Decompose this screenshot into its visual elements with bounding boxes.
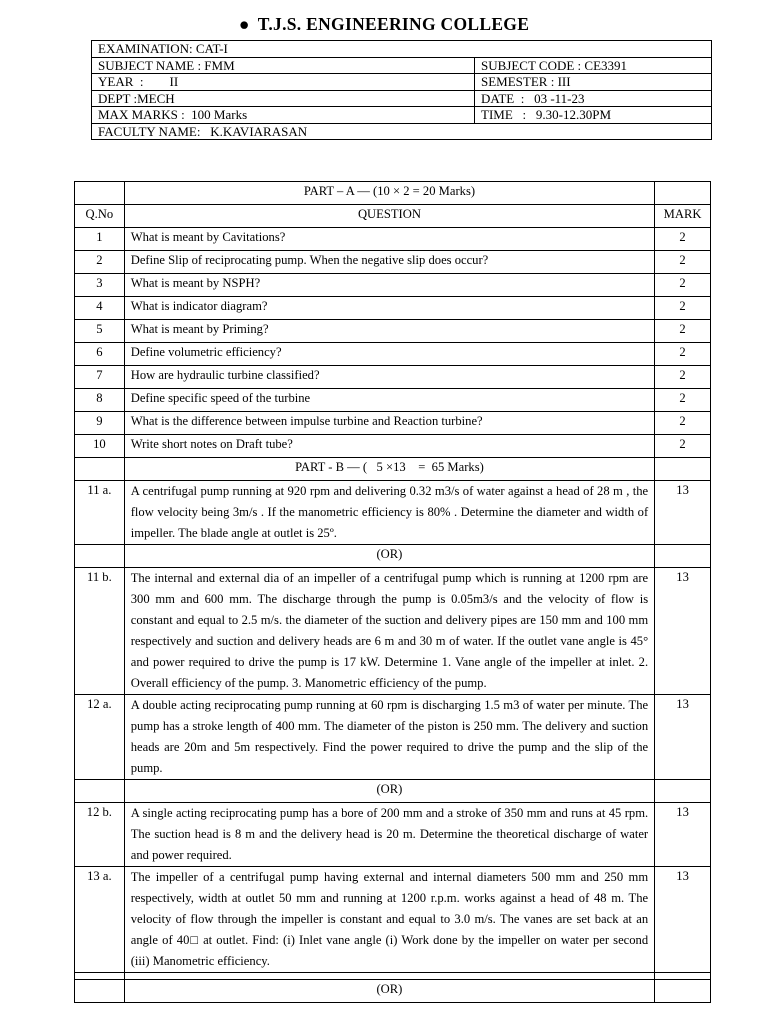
question-row	[75, 867, 711, 973]
question-text: A double acting reciprocating pump running at 60 rpm is discharging 1.5 m3 of water per minute. The pump has a stroke length of 400 mm. The diameter of the piston is 250 mm. The delivery and suction heads are 20m and 5m respectively. Find the power required to drive the pump and the slip of the pump.	[124, 695, 654, 780]
question-row	[75, 435, 711, 458]
part-a-body	[75, 228, 711, 458]
part-a-title: PART – A — (10 × 2 = 20 Marks)	[124, 182, 654, 205]
question-mark: 2	[655, 389, 711, 412]
question-mark: 2	[655, 251, 711, 274]
info-row	[92, 123, 712, 140]
col-header-qno: Q.No	[75, 205, 125, 228]
college-title	[0, 14, 768, 35]
header-row	[75, 205, 711, 228]
spacer-row	[75, 973, 711, 980]
question-number: 13 a.	[75, 867, 125, 973]
subject-code: SUBJECT CODE : CE3391	[475, 57, 712, 74]
max-marks: MAX MARKS : 100 Marks	[92, 107, 475, 124]
info-row	[92, 74, 712, 91]
question-row	[75, 412, 711, 435]
part-a-title-row	[75, 182, 711, 205]
question-text: A single acting reciprocating pump has a bore of 200 mm and a stroke of 350 mm and runs at 45 rpm. The suction head is 8 m and the delivery head is 20 m. Determine the theoretical discharge of water and power required.	[124, 803, 654, 867]
question-table	[74, 181, 711, 1003]
question-mark: 2	[655, 343, 711, 366]
question-number: 2	[75, 251, 125, 274]
question-row	[75, 481, 711, 545]
question-text: Define volumetric efficiency?	[124, 343, 654, 366]
question-mark: 2	[655, 412, 711, 435]
question-number: 4	[75, 297, 125, 320]
question-mark: 2	[655, 228, 711, 251]
question-number: 8	[75, 389, 125, 412]
empty-cell	[655, 458, 711, 481]
question-text: What is indicator diagram?	[124, 297, 654, 320]
exam-time: TIME : 9.30-12.30PM	[475, 107, 712, 124]
college-name: T.J.S. ENGINEERING COLLEGE	[257, 14, 530, 34]
question-text: Define specific speed of the turbine	[124, 389, 654, 412]
info-row	[92, 107, 712, 124]
col-header-question: QUESTION	[124, 205, 654, 228]
question-mark: 13	[655, 568, 711, 695]
info-row	[92, 41, 712, 58]
question-number: 5	[75, 320, 125, 343]
question-number: 7	[75, 366, 125, 389]
question-mark: 13	[655, 481, 711, 545]
question-text: Define Slip of reciprocating pump. When the negative slip does occur?	[124, 251, 654, 274]
empty-cell	[75, 973, 125, 980]
question-number: 12 b.	[75, 803, 125, 867]
question-text: The impeller of a centrifugal pump having external and internal diameters 500 mm and 250 mm respectively, width at outlet 50 mm and running at 1200 r.p.m. works against a head of 48 m. The velocity of flow through the impeller is constant and equal to 3.0 m/s. The vanes are set back at an angle of 40□ at outlet. Find: (i) Inlet vane angle (i) Work done by the impeller on water per second (iii) Manometric efficiency.	[124, 867, 654, 973]
part-b-title: PART - B — ( 5 ×13 = 65 Marks)	[124, 458, 654, 481]
or-label: (OR)	[124, 980, 654, 1003]
or-label: (OR)	[124, 545, 654, 568]
exam-info-table	[91, 40, 712, 140]
year: YEAR : II	[92, 74, 475, 91]
question-mark: 2	[655, 274, 711, 297]
question-row	[75, 568, 711, 695]
empty-cell	[75, 182, 125, 205]
question-mark: 13	[655, 867, 711, 973]
question-row	[75, 343, 711, 366]
question-number: 11 b.	[75, 568, 125, 695]
question-text: What is the difference between impulse turbine and Reaction turbine?	[124, 412, 654, 435]
empty-cell	[655, 980, 711, 1003]
question-number: 9	[75, 412, 125, 435]
question-mark: 13	[655, 695, 711, 780]
col-header-mark: MARK	[655, 205, 711, 228]
question-row	[75, 228, 711, 251]
question-row	[75, 251, 711, 274]
faculty-name: FACULTY NAME: K.KAVIARASAN	[92, 123, 712, 140]
question-mark: 2	[655, 366, 711, 389]
question-row	[75, 695, 711, 780]
question-text: What is meant by Cavitations?	[124, 228, 654, 251]
question-text: What is meant by Priming?	[124, 320, 654, 343]
empty-cell	[655, 545, 711, 568]
question-number: 10	[75, 435, 125, 458]
empty-cell	[75, 545, 125, 568]
examination: EXAMINATION: CAT-I	[92, 41, 712, 58]
question-row	[75, 803, 711, 867]
or-row	[75, 780, 711, 803]
question-number: 1	[75, 228, 125, 251]
question-mark: 2	[655, 435, 711, 458]
empty-cell	[75, 780, 125, 803]
question-mark: 2	[655, 297, 711, 320]
bullet-icon: ●	[238, 14, 250, 34]
question-number: 11 a.	[75, 481, 125, 545]
or-row	[75, 980, 711, 1003]
empty-cell	[655, 780, 711, 803]
question-mark: 13	[655, 803, 711, 867]
question-number: 12 a.	[75, 695, 125, 780]
question-row	[75, 274, 711, 297]
question-row	[75, 297, 711, 320]
subject-name: SUBJECT NAME : FMM	[92, 57, 475, 74]
empty-cell	[655, 182, 711, 205]
semester: SEMESTER : III	[475, 74, 712, 91]
empty-cell	[75, 458, 125, 481]
question-row	[75, 366, 711, 389]
question-number: 3	[75, 274, 125, 297]
question-text: A centrifugal pump running at 920 rpm and delivering 0.32 m3/s of water against a head of 28 m , the flow velocity being 3m/s . If the manometric efficiency is 80% . Determine the diameter and width of impeller. The blade angle at outlet is 25º.	[124, 481, 654, 545]
question-text: The internal and external dia of an impeller of a centrifugal pump which is running at 1200 rpm are 300 mm and 600 mm. The discharge through the pump is 0.05m3/s and the velocity of flow is constant and equal to 2.5 m/s. the diameter of the suction and delivery pipes are 150 mm and 100 mm respectively and suction and delivery heads are 6 m and 30 m of water. If the outlet vane angle is 45° and power required to drive the pump is 17 kW. Determine 1. Vane angle of the impeller at inlet. 2. Overall efficiency of the pump. 3. Manometric efficiency of the pump.	[124, 568, 654, 695]
question-mark: 2	[655, 320, 711, 343]
or-row	[75, 545, 711, 568]
question-text: How are hydraulic turbine classified?	[124, 366, 654, 389]
exam-date: DATE : 03 -11-23	[475, 90, 712, 107]
part-b-title-row	[75, 458, 711, 481]
question-text: Write short notes on Draft tube?	[124, 435, 654, 458]
question-number: 6	[75, 343, 125, 366]
empty-cell	[75, 980, 125, 1003]
department: DEPT :MECH	[92, 90, 475, 107]
info-row	[92, 90, 712, 107]
question-row	[75, 320, 711, 343]
info-row	[92, 57, 712, 74]
empty-cell	[655, 973, 711, 980]
question-text: What is meant by NSPH?	[124, 274, 654, 297]
empty-cell	[124, 973, 654, 980]
or-label: (OR)	[124, 780, 654, 803]
question-row	[75, 389, 711, 412]
